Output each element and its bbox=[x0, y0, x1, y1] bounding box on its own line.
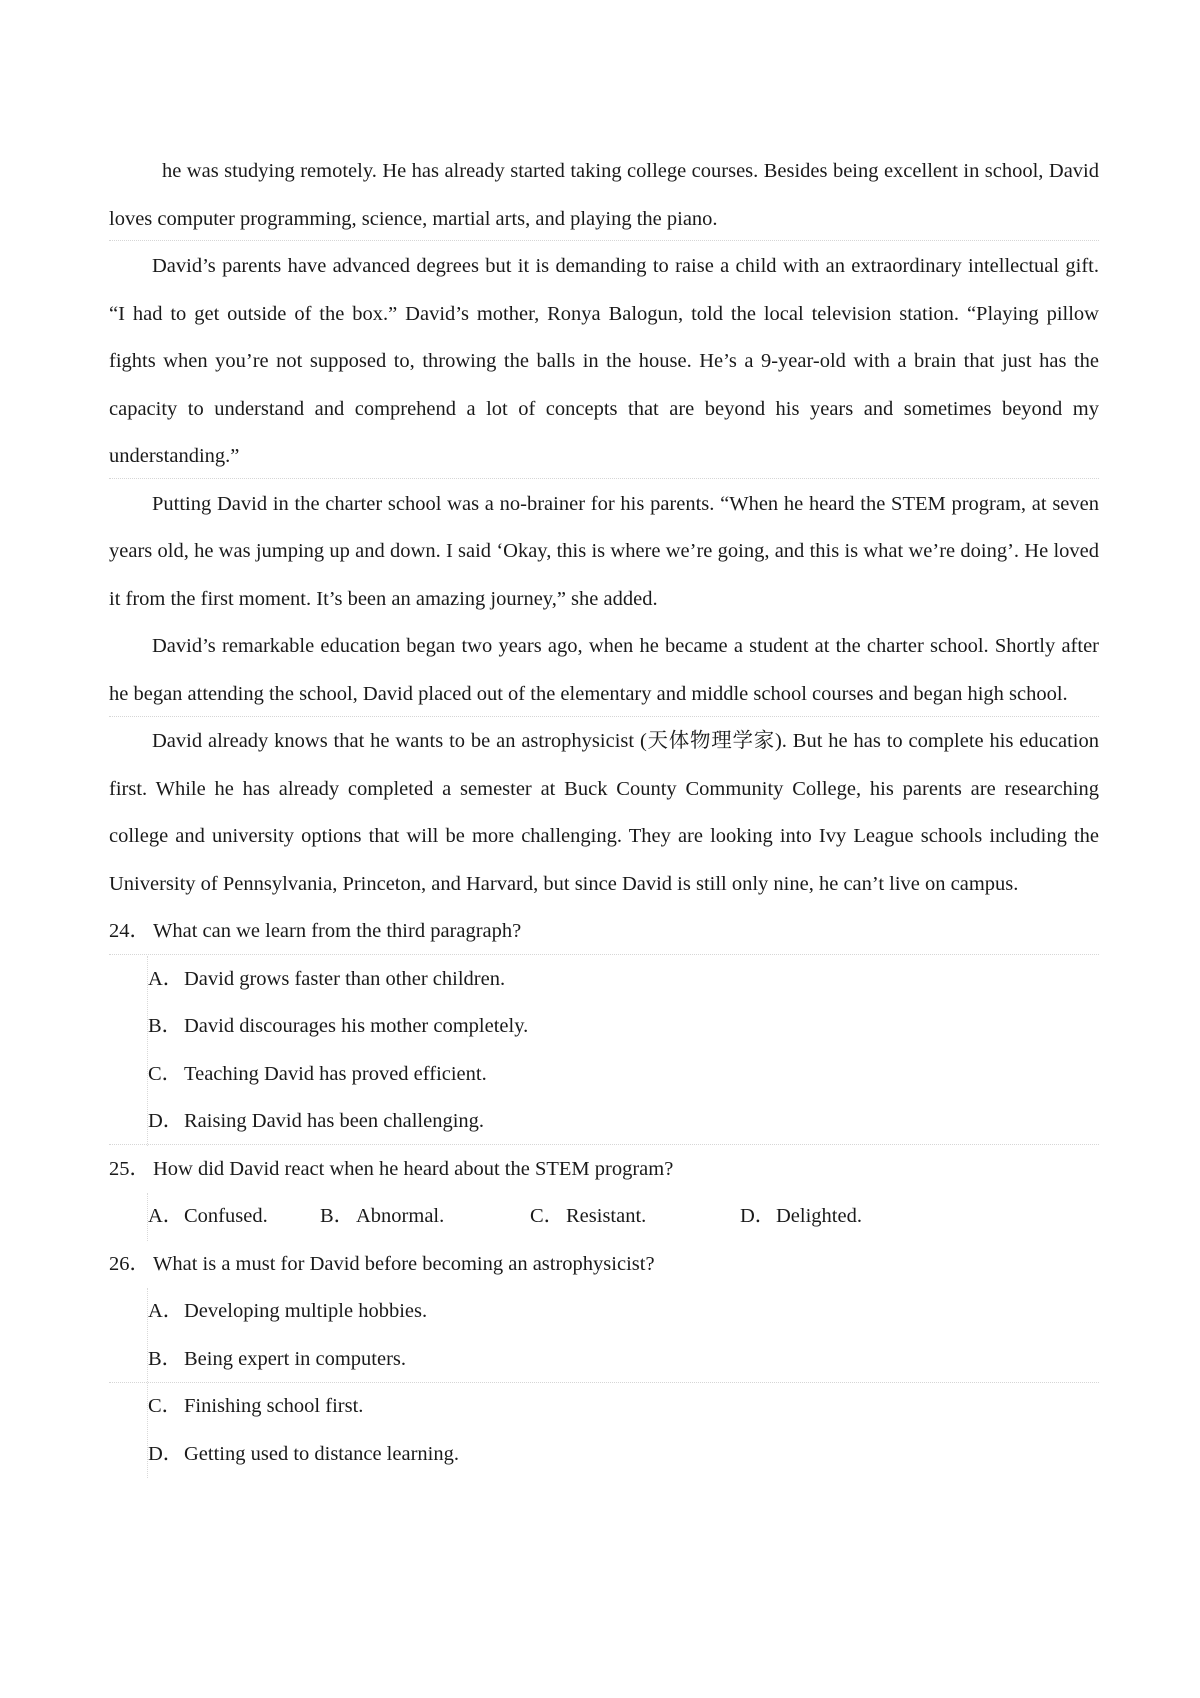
option-label: A． bbox=[148, 967, 184, 990]
option-text: Finishing school first. bbox=[184, 1395, 364, 1417]
question-stem bbox=[109, 1241, 1099, 1289]
option-text: Teaching David has proved efficient. bbox=[184, 1062, 487, 1085]
option-text: Getting used to distance learning. bbox=[184, 1442, 459, 1465]
option-c[interactable] bbox=[530, 1193, 740, 1241]
option-list bbox=[147, 956, 1099, 1146]
question-26 bbox=[109, 1241, 1099, 1479]
question-text: What can we learn from the third paragraph? bbox=[153, 920, 522, 942]
question-number: 26． bbox=[109, 1252, 150, 1275]
option-c[interactable] bbox=[148, 1051, 1099, 1099]
option-list bbox=[147, 1193, 1099, 1241]
option-text: Confused. bbox=[184, 1205, 268, 1227]
option-a[interactable] bbox=[148, 1288, 1099, 1336]
option-b[interactable] bbox=[148, 1336, 1099, 1384]
option-row bbox=[148, 1193, 1099, 1241]
option-b[interactable] bbox=[320, 1193, 530, 1241]
option-b[interactable] bbox=[148, 1003, 1099, 1051]
option-d[interactable] bbox=[740, 1193, 940, 1241]
option-list bbox=[147, 1288, 1099, 1478]
question-24 bbox=[109, 908, 1099, 1146]
option-d[interactable] bbox=[148, 1098, 1099, 1146]
question-25 bbox=[109, 1146, 1099, 1241]
option-text: Developing multiple hobbies. bbox=[184, 1300, 428, 1322]
option-label: D． bbox=[148, 1110, 184, 1132]
option-text: Being expert in computers. bbox=[184, 1347, 407, 1370]
option-c[interactable] bbox=[148, 1383, 1099, 1431]
option-label: C． bbox=[148, 1062, 183, 1085]
option-d[interactable] bbox=[148, 1431, 1099, 1479]
reading-passage-and-questions bbox=[109, 148, 1099, 1478]
option-text: Delighted. bbox=[776, 1205, 862, 1227]
option-a[interactable] bbox=[148, 1193, 320, 1241]
question-number: 24． bbox=[109, 920, 150, 942]
option-label: D． bbox=[740, 1205, 776, 1227]
question-text: How did David react when he heard about the STEM program? bbox=[153, 1157, 674, 1180]
passage-paragraph-2: David’s parents have advanced degrees but it is demanding to raise a child with an extraordinary intellectual gift. “I had to get outside of the box.” David’s mother, Ronya Balogun, told the local television station. “Playing pillow fights when you’re not supposed to, throwing the balls in the house. He’s a 9-year-old with a brain that just has the capacity to understand and comprehend a lot of concepts that are beyond his years and sometimes beyond my understanding.” bbox=[109, 255, 1099, 467]
option-label: B． bbox=[148, 1015, 183, 1037]
question-stem bbox=[109, 908, 1099, 956]
option-text: David grows faster than other children. bbox=[184, 967, 506, 990]
option-text: Abnormal. bbox=[356, 1205, 445, 1227]
passage-paragraph-3: Putting David in the charter school was a no-brainer for his parents. “When he heard the STEM program, at seven years old, he was jumping up and down. I said ‘Okay, this is where we’re going, and this is what we’re doing’. He loved it from the first moment. It’s been an amazing journey,” she added. bbox=[109, 492, 1099, 610]
option-label: A． bbox=[148, 1205, 184, 1227]
question-number: 25． bbox=[109, 1157, 150, 1180]
option-text: Raising David has been challenging. bbox=[184, 1110, 485, 1132]
option-label: C． bbox=[148, 1395, 183, 1417]
option-text: Resistant. bbox=[566, 1205, 647, 1227]
option-label: B． bbox=[320, 1205, 355, 1227]
option-a[interactable] bbox=[148, 956, 1099, 1004]
option-label: A． bbox=[148, 1300, 184, 1322]
passage-paragraph-5: David already knows that he wants to be an astrophysicist (天体物理学家). But he has to complete his education first. While he has already completed a semester at Buck County Community College, his parents are researching college and university options that will be more challenging. They are looking into Ivy League schools including the University of Pennsylvania, Princeton, and Harvard, but since David is still only nine, he can’t live on campus. bbox=[109, 730, 1099, 895]
option-label: C． bbox=[530, 1205, 565, 1227]
option-label: D． bbox=[148, 1442, 184, 1465]
option-label: B． bbox=[148, 1347, 183, 1370]
question-text: What is a must for David before becoming an astrophysicist? bbox=[153, 1252, 655, 1275]
passage-paragraph-4: David’s remarkable education began two years ago, when he became a student at the charter school. Shortly after he began attending the school, David placed out of the elementary and middle school courses and began high school. bbox=[109, 635, 1099, 705]
passage-paragraph-1: he was studying remotely. He has already started taking college courses. Besides being excellent in school, David loves computer programming, science, martial arts, and playing the piano. bbox=[109, 160, 1099, 230]
question-stem bbox=[109, 1146, 1099, 1194]
option-text: David discourages his mother completely. bbox=[184, 1015, 529, 1037]
